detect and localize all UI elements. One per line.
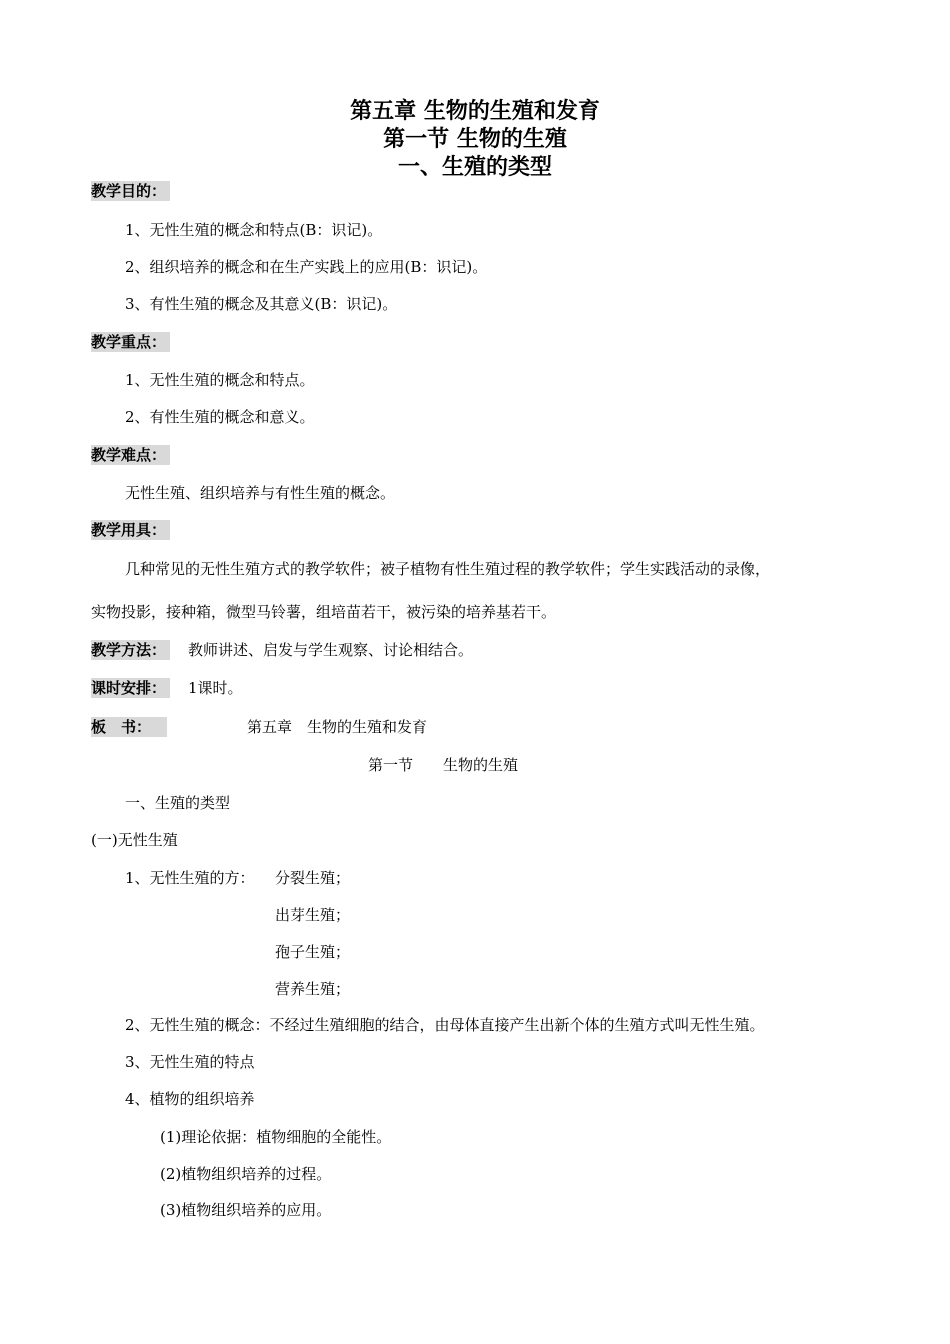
board-section: 第一节 生物的生殖 xyxy=(368,756,519,774)
board-chapter: 第五章 生物的生殖和发育 xyxy=(247,718,428,736)
subsection-title: 一、生殖的类型 xyxy=(397,154,552,180)
board-ways-label: 1、无性生殖的方： xyxy=(125,869,255,887)
board-way-item: 出芽生殖； xyxy=(275,906,351,924)
objectives-label: 教学目的： xyxy=(91,181,170,201)
board-tissue-item: (3)植物组织培养的应用。 xyxy=(160,1201,332,1219)
board-type: 一、生殖的类型 xyxy=(125,794,231,812)
board-tissue-item: (1)理论依据：植物细胞的全能性。 xyxy=(160,1128,392,1146)
chapter-title: 第五章 生物的生殖和发育 xyxy=(350,98,600,124)
board-tissue-item: (2)植物组织培养的过程。 xyxy=(160,1165,332,1183)
board-feature: 3、无性生殖的特点 xyxy=(125,1053,255,1071)
board-way-item: 营养生殖； xyxy=(275,980,351,998)
tools-text-line2: 实物投影，接种箱，微型马铃薯，组培苗若干，被污染的培养基若干。 xyxy=(91,603,557,621)
objective-item: 1、无性生殖的概念和特点(B：识记)。 xyxy=(125,221,383,239)
schedule-label: 课时安排： xyxy=(91,678,170,698)
schedule-text: 1课时。 xyxy=(188,679,243,697)
board-asexual: (一)无性生殖 xyxy=(91,831,178,849)
objective-item: 2、组织培养的概念和在生产实践上的应用(B：识记)。 xyxy=(125,258,488,276)
method-label: 教学方法： xyxy=(91,640,170,660)
tools-text-line1: 几种常见的无性生殖方式的教学软件；被子植物有性生殖过程的教学软件；学生实践活动的录像， xyxy=(125,560,771,578)
board-way-item: 分裂生殖； xyxy=(275,869,351,887)
board-tissue: 4、植物的组织培养 xyxy=(125,1090,255,1108)
section-title: 第一节 生物的生殖 xyxy=(383,126,567,152)
difficulties-label: 教学难点： xyxy=(91,445,170,465)
tools-label: 教学用具： xyxy=(91,520,170,540)
board-concept: 2、无性生殖的概念：不经过生殖细胞的结合，由母体直接产生出新个体的生殖方式叫无性生殖。 xyxy=(125,1016,765,1034)
difficulties-text: 无性生殖、组织培养与有性生殖的概念。 xyxy=(125,484,396,502)
key-points-label: 教学重点： xyxy=(91,332,170,352)
board-way-item: 孢子生殖； xyxy=(275,943,351,961)
method-text: 教师讲述、启发与学生观察、讨论相结合。 xyxy=(188,641,474,659)
objective-item: 3、有性生殖的概念及其意义(B：识记)。 xyxy=(125,295,398,313)
board-label: 板 书： xyxy=(91,717,167,737)
key-point-item: 2、有性生殖的概念和意义。 xyxy=(125,408,315,426)
key-point-item: 1、无性生殖的概念和特点。 xyxy=(125,371,315,389)
